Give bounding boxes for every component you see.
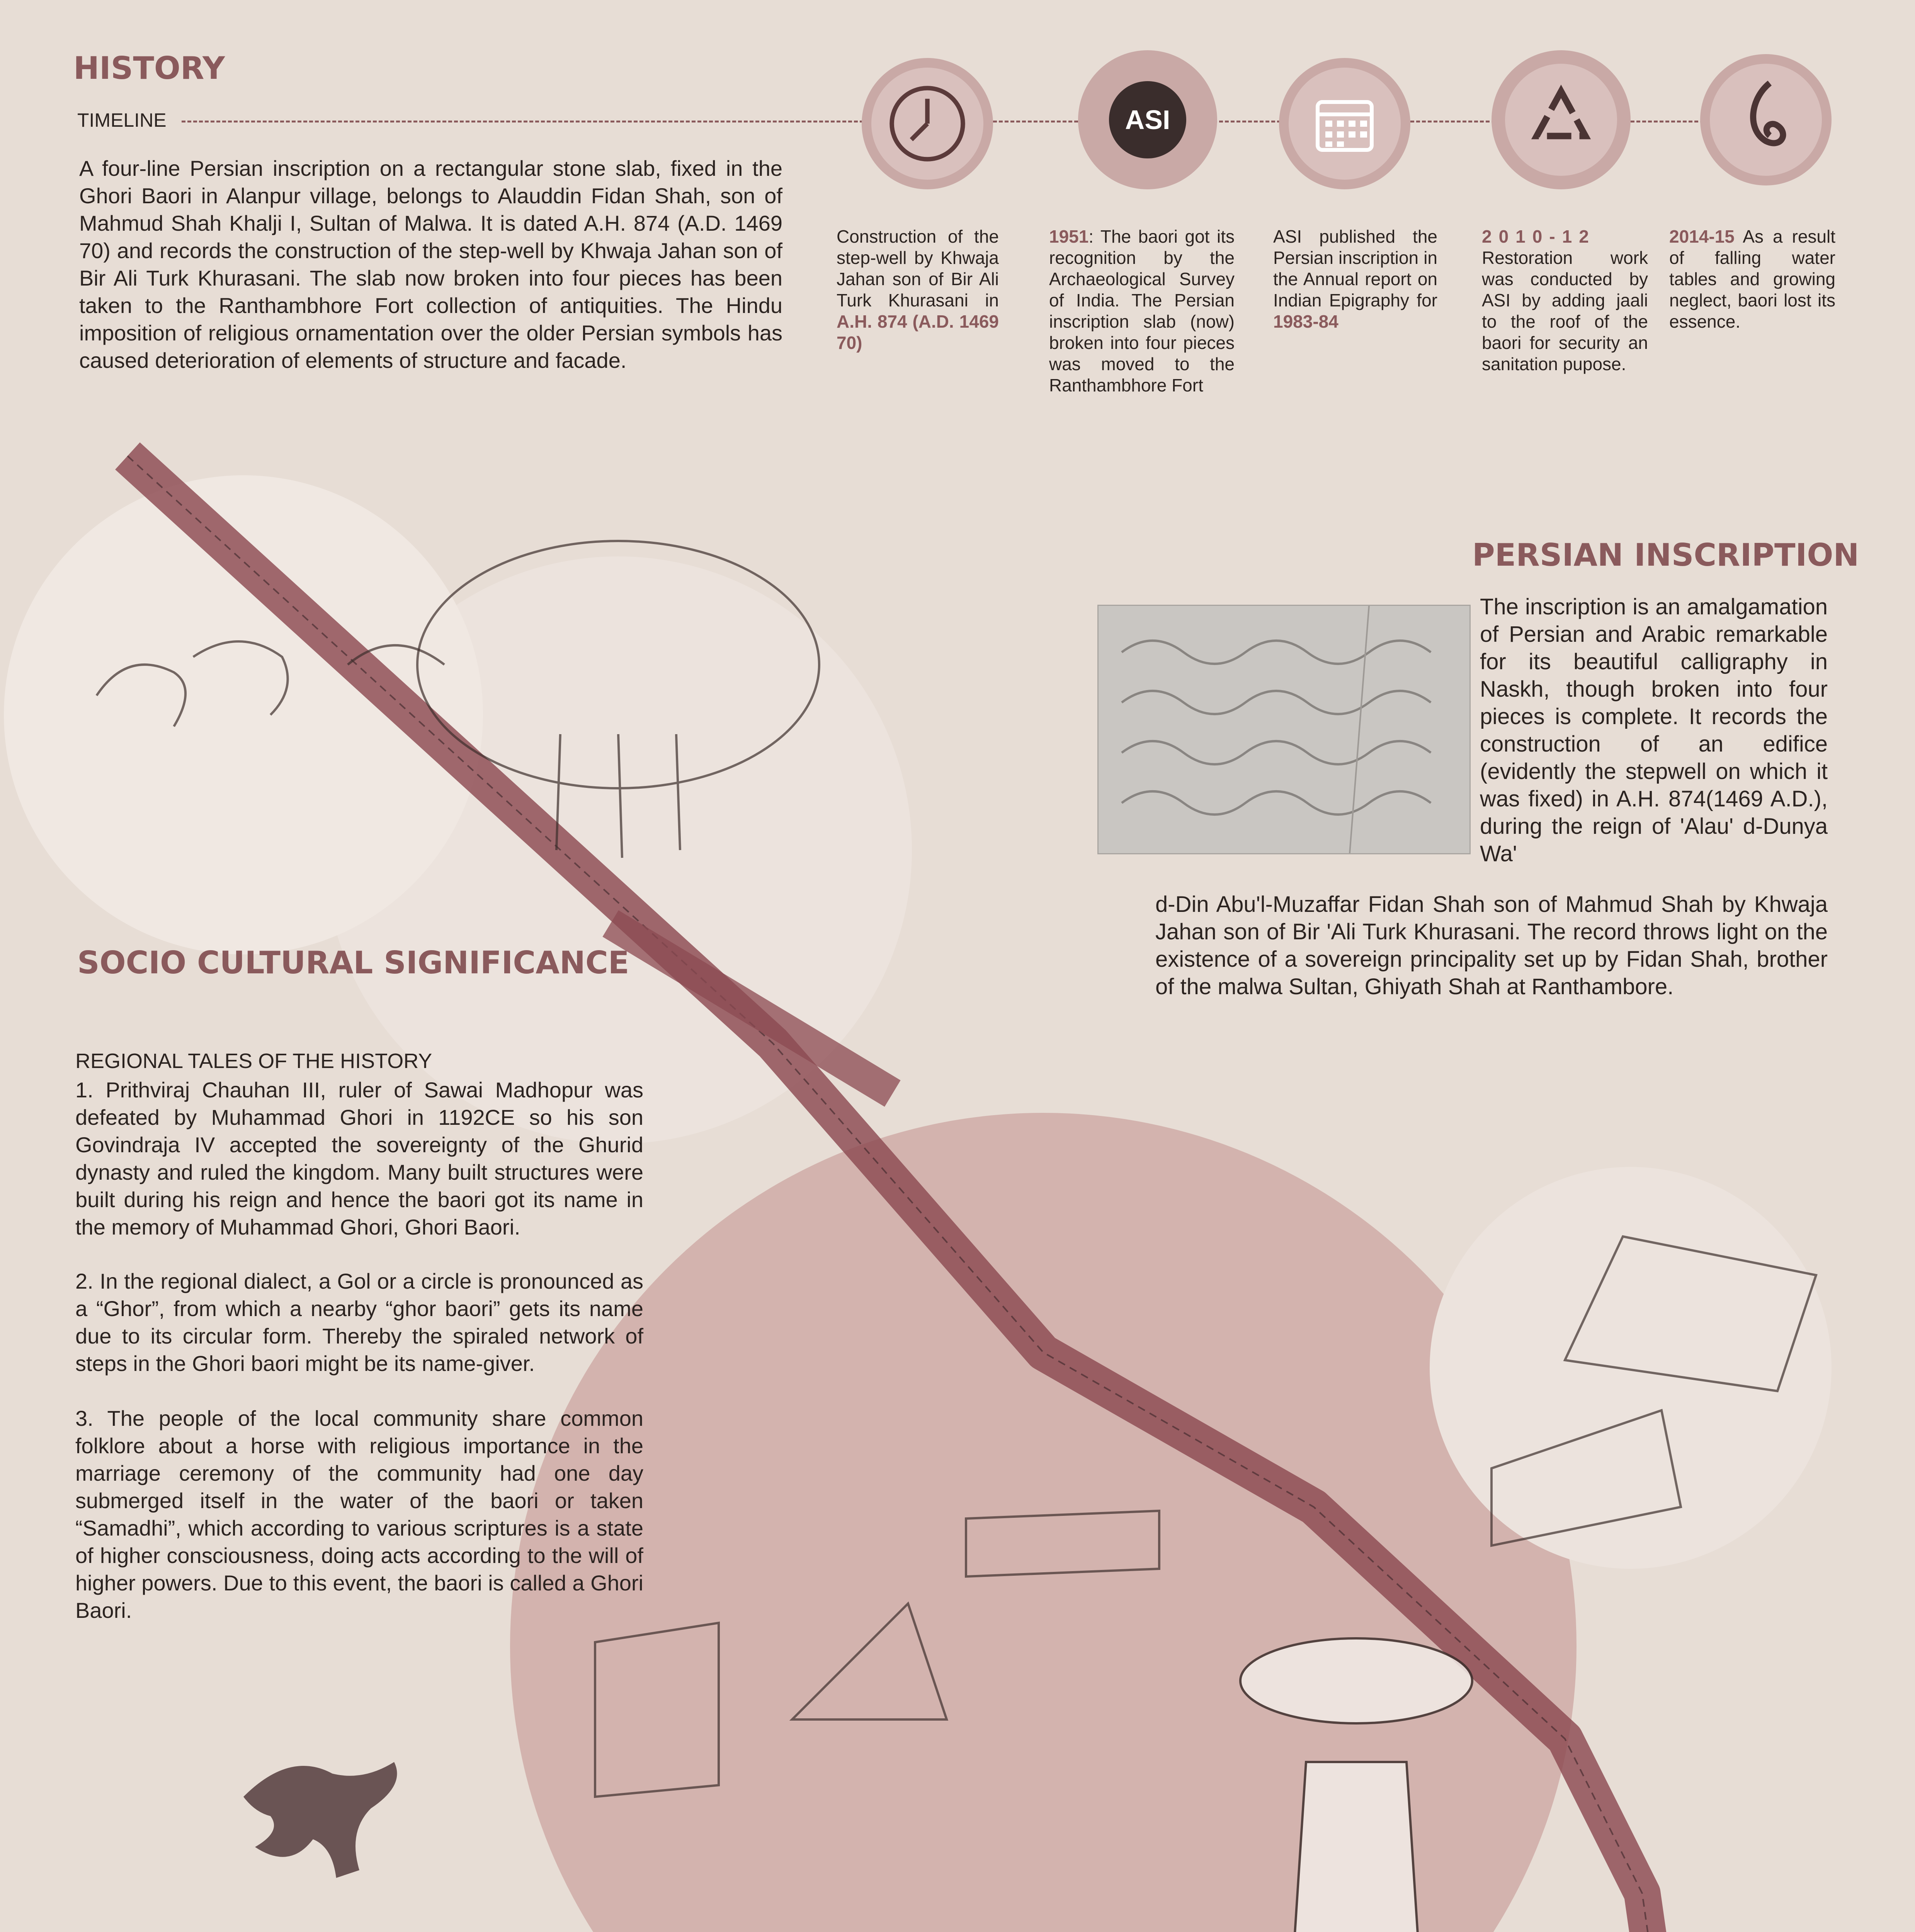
inscription-photo (1097, 605, 1471, 854)
socio-point-1: 1. Prithviraj Chauhan III, ruler of Sawai Madhopur was defeated by Muhammad Ghori in 1192CE so his son Govindraja IV accepted the sovereignty of the Ghurid dynasty and ruled the kingdom. Many built structures were built during his reign and hence the baori got its name in the memory of Muhammad Ghori, Ghori Baori. (75, 1078, 643, 1239)
history-heading: HISTORY (73, 50, 225, 86)
timeline-event-4: 2010-12 Restoration work was conducted by ASI by adding jaali to the roof of the baori for security an sanitation pupose. (1482, 226, 1648, 374)
socio-cultural-heading: SOCIO CULTURAL SIGNIFICANCE (77, 945, 629, 981)
asi-label: ASI (1109, 81, 1186, 158)
sketch-circle-right (1430, 1167, 1832, 1569)
persian-inscription-heading: PERSIAN INSCRIPTION (1472, 537, 1859, 573)
horse-silhouette (243, 1762, 397, 1878)
socio-point-2: 2. In the regional dialect, a Gol or a circle is pronounced as a “Ghor”, from which a nearby “ghor baori” gets its name due to its circular form. Thereby the spiraled network of steps in the Ghori baori might be its name-giver. (75, 1269, 643, 1376)
timeline-event-1: Construction of the step-well by Khwaja Jahan son of Bir Ali Turk Khurasani in A.H. 874 (A.D. 1469 70) (837, 226, 999, 353)
timeline-event-5: 2014-15 As a result of falling water tables and growing neglect, baori lost its essence. (1669, 226, 1835, 332)
timeline-label: TIMELINE (77, 109, 167, 131)
history-paragraph: A four-line Persian inscription on a rectangular stone slab, fixed in the Ghori Baori in Alanpur village, belongs to Alauddin Fidan Shah, son of Mahmud Shah Khalji I, Sultan of Malwa. It is dated A.H. 874 (A.D. 1469 70) and records the construction of the step-well by Khwaja Jahan son of Bir Ali Turk Khurasani. The slab now broken into four pieces has been taken to the Ranthambhore Fort collection of antiquities. The Hindu imposition of religious ornamentation over the older Persian symbols has caused deterioration of elements of structure and facade. (79, 156, 782, 372)
central-circle (510, 1113, 1577, 1932)
persian-paragraph-full: d-Din Abu'l-Muzaffar Fidan Shah son of Mahmud Shah by Khwaja Jahan son of Bir 'Ali Turk Khurasani. The record throws light on the existence of a sovereign principality set up by Fidan Shah, brother of the malwa Sultan, Ghiyath Shah at Ranthambore. (1155, 892, 1828, 999)
timeline-event-2: 1951: The baori got its recognition by the Archaeological Survey of India. The Persian inscription slab (now) broken into four pieces was moved to the Ranthambhore Fort (1049, 226, 1235, 395)
persian-paragraph-side: The inscription is an amalgamation of Persian and Arabic remarkable for its beautiful calligraphy in Naskh, though broken into four pieces is complete. It records the construction of an edifice (evidently the stepwell on which it was fixed) in A.H. 874(1469 A.D.), during the reign of 'Alau' d-Dunya Wa' (1480, 594, 1828, 866)
regional-tales-subtitle: REGIONAL TALES OF THE HISTORY (75, 1049, 432, 1073)
socio-point-3: 3. The people of the local community share common folklore about a horse with religious importance in the marriage ceremony of the community had one day submerged itself in the water of the baori or taken “Samadhi”, which according to various scriptures is a state of higher consciousness, doing acts according to the will of higher powers. Due to this event, the baori is called a Ghori Baori. (75, 1406, 643, 1622)
timeline-event-3: ASI published the Persian inscription in the Annual report on Indian Epigraphy for 1983-84 (1273, 226, 1437, 332)
